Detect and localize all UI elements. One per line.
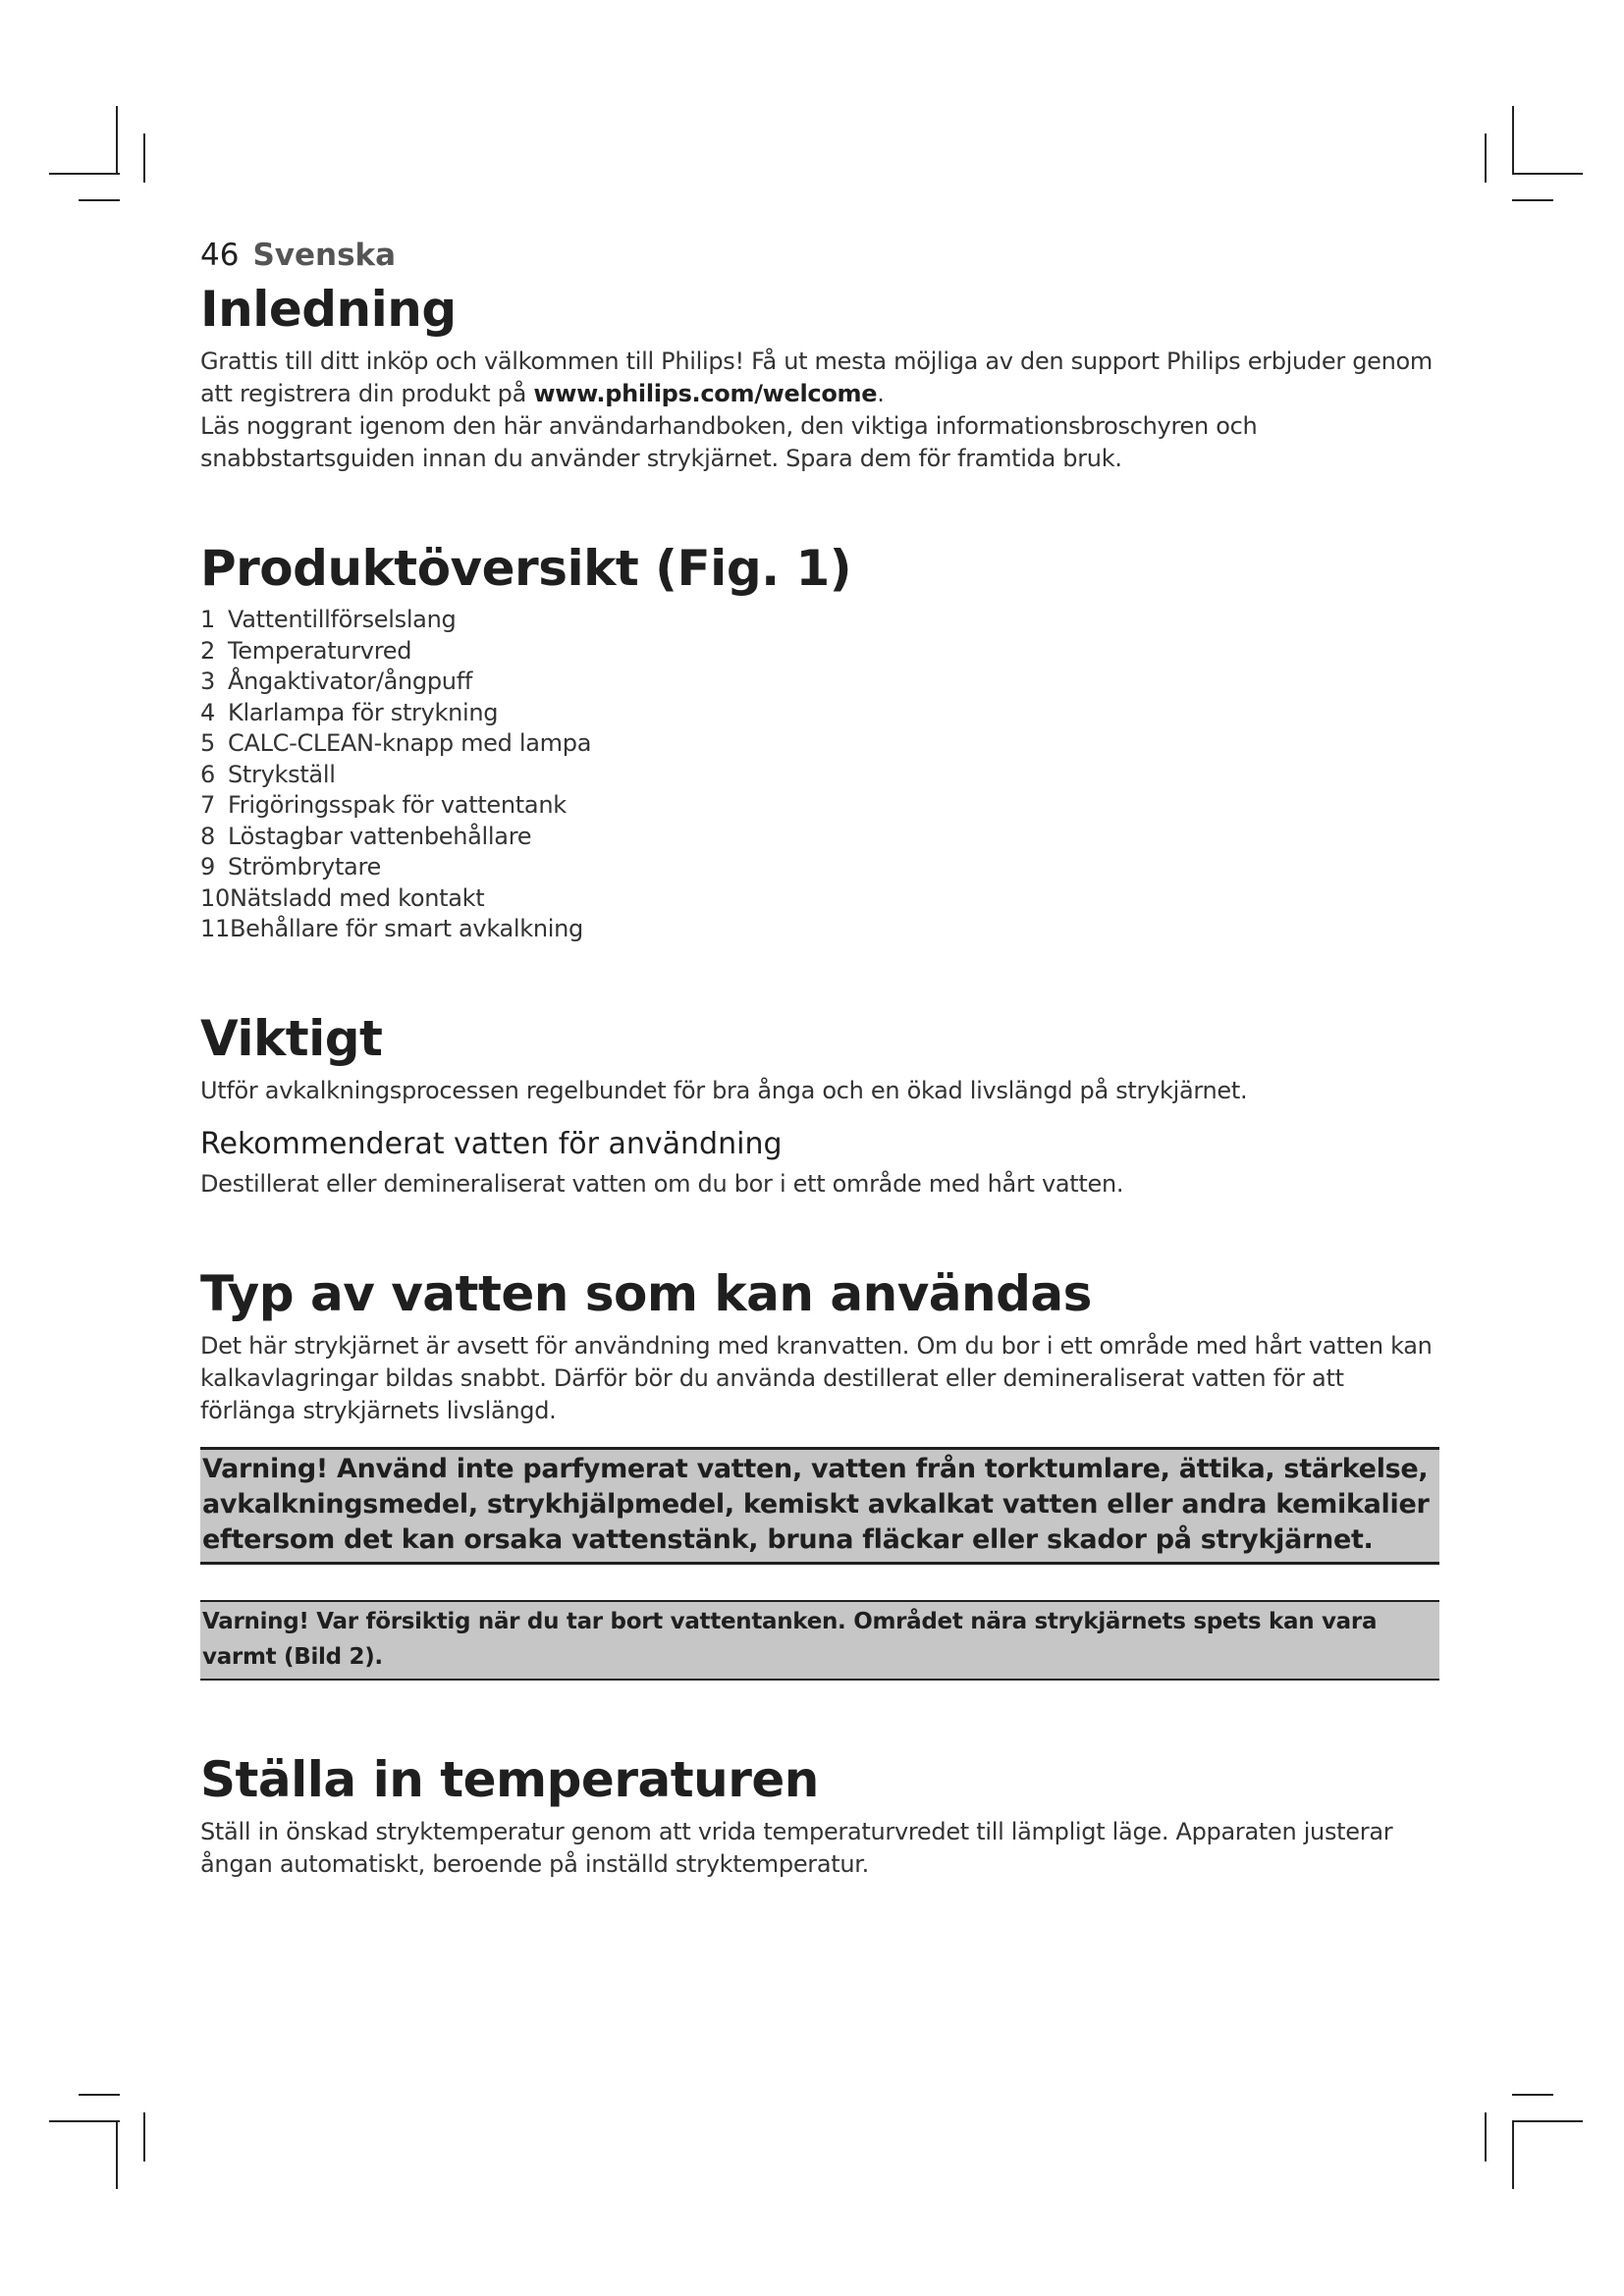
intro-text: Grattis till ditt inköp och välkommen till Philips! Få ut mesta möjliga av den support Philips erbjuder genom att registrera din produkt på bbox=[200, 347, 1434, 407]
overview-item-label: Vattentillförselslang bbox=[228, 606, 457, 633]
overview-item-label: Behållare för smart avkalkning bbox=[229, 915, 583, 942]
overview-item bbox=[200, 636, 1439, 667]
overview-item-label: Ångaktivator/ångpuff bbox=[228, 667, 473, 695]
overview-item-label: Strykställ bbox=[228, 760, 336, 788]
overview-item-label: Temperaturvred bbox=[228, 636, 412, 665]
important-heading: Viktigt bbox=[200, 1009, 383, 1067]
intro-heading: Inledning bbox=[200, 281, 457, 338]
overview-item-number: 6 bbox=[200, 760, 215, 788]
water-section bbox=[200, 1265, 1439, 1681]
overview-item-label: CALC-CLEAN-knapp med lampa bbox=[228, 729, 592, 757]
intro-paragraph-2: Läs noggrant igenom den här användarhandboken, den viktiga informationsbroschyren och snabbstartsguiden innan du använder strykjärnet. Spara dem för framtida bruk. bbox=[200, 412, 1258, 472]
overview-section bbox=[200, 540, 1439, 945]
overview-item bbox=[200, 698, 1439, 729]
overview-item-number: 5 bbox=[200, 729, 215, 757]
document-content bbox=[200, 236, 1439, 1946]
important-text: Utför avkalkningsprocessen regelbundet för bra ånga och en ökad livslängd på strykjärnet. bbox=[200, 1076, 1248, 1104]
overview-item-number: 1 bbox=[200, 606, 215, 633]
overview-item-number: 8 bbox=[200, 822, 215, 850]
overview-item-number: 11 bbox=[200, 915, 230, 942]
overview-item-number: 10 bbox=[200, 883, 230, 912]
intro-section bbox=[200, 281, 1439, 475]
overview-item bbox=[200, 760, 1439, 791]
temperature-heading: Ställa in temperaturen bbox=[200, 1750, 819, 1808]
overview-item-number: 9 bbox=[200, 853, 215, 881]
language-label: Svenska bbox=[252, 238, 397, 273]
overview-item-number: 3 bbox=[200, 667, 215, 695]
overview-item bbox=[200, 852, 1439, 883]
overview-item-number: 2 bbox=[200, 636, 215, 665]
overview-item bbox=[200, 914, 1439, 945]
temperature-text: Ställ in önskad stryktemperatur genom att vrida temperaturvredet till lämpligt läge. Apparaten justerar ångan automatiskt, beroende på inställd stryktemperatur. bbox=[200, 1817, 1393, 1878]
overview-item-label: Strömbrytare bbox=[228, 853, 381, 881]
overview-item-number: 7 bbox=[200, 791, 215, 819]
overview-item bbox=[200, 605, 1439, 636]
recommended-water-text: Destillerat eller demineraliserat vatten om du bor i ett område med hårt vatten. bbox=[200, 1169, 1124, 1198]
intro-paragraph-1 bbox=[200, 346, 1439, 410]
important-section bbox=[200, 1010, 1439, 1201]
overview-item-label: Klarlampa för strykning bbox=[228, 698, 499, 726]
overview-item bbox=[200, 790, 1439, 822]
overview-item-label: Löstagbar vattenbehållare bbox=[228, 822, 532, 850]
water-heading: Typ av vatten som kan användas bbox=[200, 1264, 1092, 1322]
page-number: 46 bbox=[200, 238, 240, 273]
overview-item bbox=[200, 883, 1439, 915]
overview-item bbox=[200, 728, 1439, 760]
water-text: Det här strykjärnet är avsett för användning med kranvatten. Om du bor i ett område med hårt vatten kan kalkavlagringar bildas snabbt. Därför bör du använda destillerat eller demineraliserat vatten för att förlänga strykjärnets livslängd. bbox=[200, 1331, 1433, 1424]
overview-heading: Produktöversikt (Fig. 1) bbox=[200, 540, 852, 597]
overview-item-number: 4 bbox=[200, 698, 215, 726]
recommended-water-heading: Rekommenderat vatten för användning bbox=[200, 1126, 783, 1161]
philips-welcome-link[interactable]: www.philips.com/welcome bbox=[533, 380, 878, 407]
warning-box-hot-tip: Varning! Var försiktig när du tar bort vattentanken. Området nära strykjärnets spets kan vara varmt (Bild 2). bbox=[200, 1600, 1439, 1681]
page-header bbox=[200, 236, 1439, 275]
intro-text-end: . bbox=[877, 380, 885, 407]
temperature-section bbox=[200, 1751, 1439, 1881]
overview-list bbox=[200, 605, 1439, 945]
overview-item-label: Nätsladd med kontakt bbox=[229, 883, 485, 912]
overview-item-label: Frigöringsspak för vattentank bbox=[228, 791, 567, 819]
overview-item bbox=[200, 667, 1439, 698]
overview-item bbox=[200, 822, 1439, 853]
warning-box-chemicals: Varning! Använd inte parfymerat vatten, vatten från torktumlare, ättika, stärkelse, avkalkningsmedel, strykhjälpmedel, kemiskt avkalkat vatten eller andra kemikalier eftersom det kan orsaka vattenstänk, bruna fläckar eller skador på strykjärnet. bbox=[200, 1447, 1439, 1565]
